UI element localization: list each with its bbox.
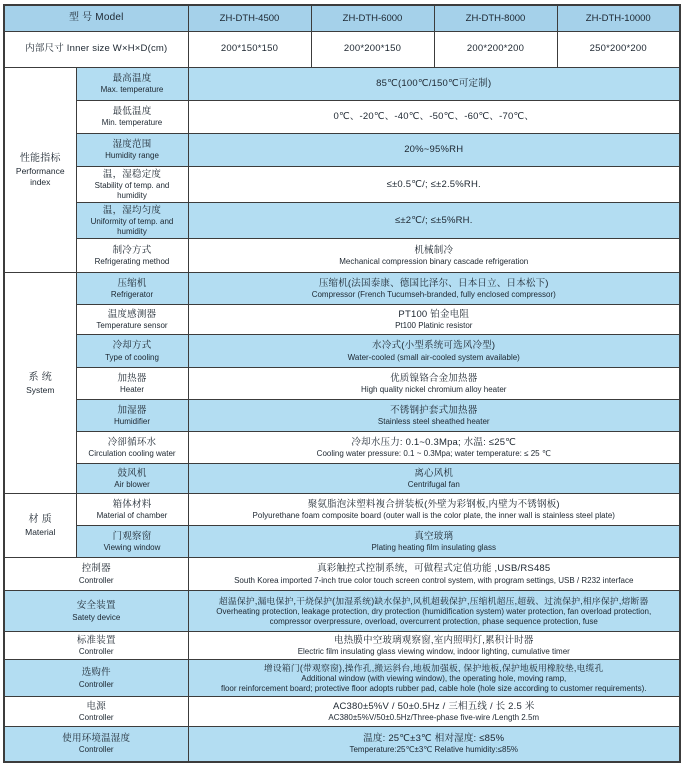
row-label: 湿度范围 Humidity range (76, 133, 188, 166)
row-value: 冷却水压力: 0.1~0.3Mpa; 水温: ≤25℃ Cooling water pressure: 0.1 ~ 0.3Mpa; water temperature: ≤ 25 ℃ (188, 432, 680, 464)
row-humidity-range (4, 133, 680, 166)
model-header-label (4, 5, 188, 31)
row-optional-parts (4, 660, 680, 697)
row-viewing-window (4, 526, 680, 558)
inner-size-value: 200*150*150 (188, 31, 311, 67)
row-label: 使用环境温湿度 Controller (4, 727, 188, 762)
inner-size-label (4, 31, 188, 67)
row-material-of-chamber (4, 494, 680, 526)
row-value: 机械制冷 Mechanical compression binary cascade refrigeration (188, 239, 680, 273)
row-label: 标准装置 Controller (4, 632, 188, 660)
row-standard-device (4, 632, 680, 660)
section-system: 系 统 System (4, 273, 76, 494)
section-performance-index: 性能指标 Performance index (4, 67, 76, 273)
inner-size-value: 200*200*200 (434, 31, 557, 67)
inner-size-value: 250*200*200 (557, 31, 680, 67)
row-value: 温度: 25℃±3℃ 相对湿度: ≤85% Temperature:25℃±3℃ Relative humidity:≤85% (188, 727, 680, 762)
spec-table (3, 4, 681, 763)
row-type-of-cooling (4, 335, 680, 368)
row-label: 选购件 Controller (4, 660, 188, 697)
row-label: 压缩机 Refrigerator (76, 273, 188, 305)
row-air-blower (4, 464, 680, 494)
row-value: 增设箱门(带观察窗),操作孔,搬运斜台,地板加强板, 保护地板,保护地板用橡胶垫,电缆孔 Additional window (with viewing window), the operating hole, moving ramp, floor reinforcement board; protective floor adopts rubber pad, cable hole (hole size according to customer requirements). (188, 660, 680, 697)
row-value: PT100 铂金电阻 Pt100 Platinic resistor (188, 305, 680, 335)
row-controller (4, 558, 680, 591)
row-inner-size (4, 31, 680, 67)
row-heater (4, 368, 680, 400)
row-uniformity (4, 202, 680, 238)
row-power-supply (4, 697, 680, 727)
row-value: 离心风机 Centrifugal fan (188, 464, 680, 494)
row-compressor (4, 273, 680, 305)
row-value: 真空玻璃 Plating heating film insulating glass (188, 526, 680, 558)
inner-size-value: 200*200*150 (311, 31, 434, 67)
row-label: 冷却方式 Type of cooling (76, 335, 188, 368)
row-model-header (4, 5, 680, 31)
row-min-temperature (4, 100, 680, 133)
model-name: ZH-DTH-4500 (188, 5, 311, 31)
row-ambient-condition (4, 727, 680, 762)
row-label: 温，湿均匀度 Uniformity of temp. and humidity (76, 202, 188, 238)
row-label: 温度感测器 Temperature sensor (76, 305, 188, 335)
model-name: ZH-DTH-6000 (311, 5, 434, 31)
row-value: 聚氨脂泡沫塑料複合拼装板(外壁为彩钢板,内壁为不锈钢板) Polyurethane foam composite board (outer wall is the color plate, the inner wall is stainless steel plate) (188, 494, 680, 526)
row-humidifier (4, 400, 680, 432)
row-label: 安全装置 Satety device (4, 591, 188, 632)
row-value: 水冷式(小型系统可选风冷型) Water-cooled (small air-cooled system available) (188, 335, 680, 368)
row-value: 0℃、-20℃、-40℃、-50℃、-60℃、-70℃、 (188, 100, 680, 133)
row-value: ≤±0.5℃/; ≤±2.5%RH. (188, 166, 680, 202)
row-value: 压缩机(法国泰康、德国比泽尔、日本日立、日本松下) Compressor (French Tucumseh-branded, fully enclosed compressor) (188, 273, 680, 305)
row-value: AC380±5%V / 50±0.5Hz / 三相五线 / 长 2.5 米 AC380±5%V/50±0.5Hz/Three-phase five-wire /Length 2.5m (188, 697, 680, 727)
row-label: 制冷方式 Refrigerating method (76, 239, 188, 273)
row-label: 加湿器 Humidifier (76, 400, 188, 432)
row-stability (4, 166, 680, 202)
row-value: 真彩触控式控制系统，可做程式定值功能 ,USB/RS485 South Korea imported 7-inch true color touch screen control system, with program settings, USB / R232 interface (188, 558, 680, 591)
row-label: 门观察窗 Viewing window (76, 526, 188, 558)
model-name: ZH-DTH-10000 (557, 5, 680, 31)
row-label: 温，湿稳定度 Stability of temp. and humidity (76, 166, 188, 202)
row-label: 箱体材料 Material of chamber (76, 494, 188, 526)
model-label-text: 型 号 Model (68, 12, 124, 24)
row-label: 冷卻循环水 Circulation cooling water (76, 432, 188, 464)
row-temperature-sensor (4, 305, 680, 335)
row-label: 控制器 Controller (4, 558, 188, 591)
row-safety-device (4, 591, 680, 632)
row-value: ≤±2℃/; ≤±5%RH. (188, 202, 680, 238)
row-value: 优质镍铬合金加热器 High quality nickel chromium alloy heater (188, 368, 680, 400)
row-refrigerating-method (4, 239, 680, 273)
row-label: 最低温度 Min. temperature (76, 100, 188, 133)
row-label: 最高温度 Max. temperature (76, 67, 188, 100)
inner-size-label-text: 内部尺寸 Inner size W×H×D(cm) (25, 43, 168, 55)
row-value: 电热膜中空玻璃观察窗,室内照明灯,累积计时器 Electric film insulating glass viewing window, indoor lighting, cumulative timer (188, 632, 680, 660)
row-label: 鼓风机 Air blower (76, 464, 188, 494)
row-value: 85℃(100℃/150℃可定制) (188, 67, 680, 100)
section-material: 材 质 Material (4, 494, 76, 558)
row-value: 超温保护,漏电保护,干烧保护(加湿系统)缺水保护,风机超载保护,压缩机超压,超载、过流保护,相序保护,熔断器 Overheating protection, leakage protection, dry protection (humidification system) water protection, fan overload protection, compressor overpressure, overload, overcurrent protection, phase sequence protection, fuse (188, 591, 680, 632)
model-name: ZH-DTH-8000 (434, 5, 557, 31)
row-circulation-cooling-water (4, 432, 680, 464)
row-value: 20%~95%RH (188, 133, 680, 166)
row-label: 电源 Controller (4, 697, 188, 727)
row-max-temperature (4, 67, 680, 100)
row-label: 加热器 Heater (76, 368, 188, 400)
row-value: 不锈钢护套式加热器 Stainless steel sheathed heater (188, 400, 680, 432)
